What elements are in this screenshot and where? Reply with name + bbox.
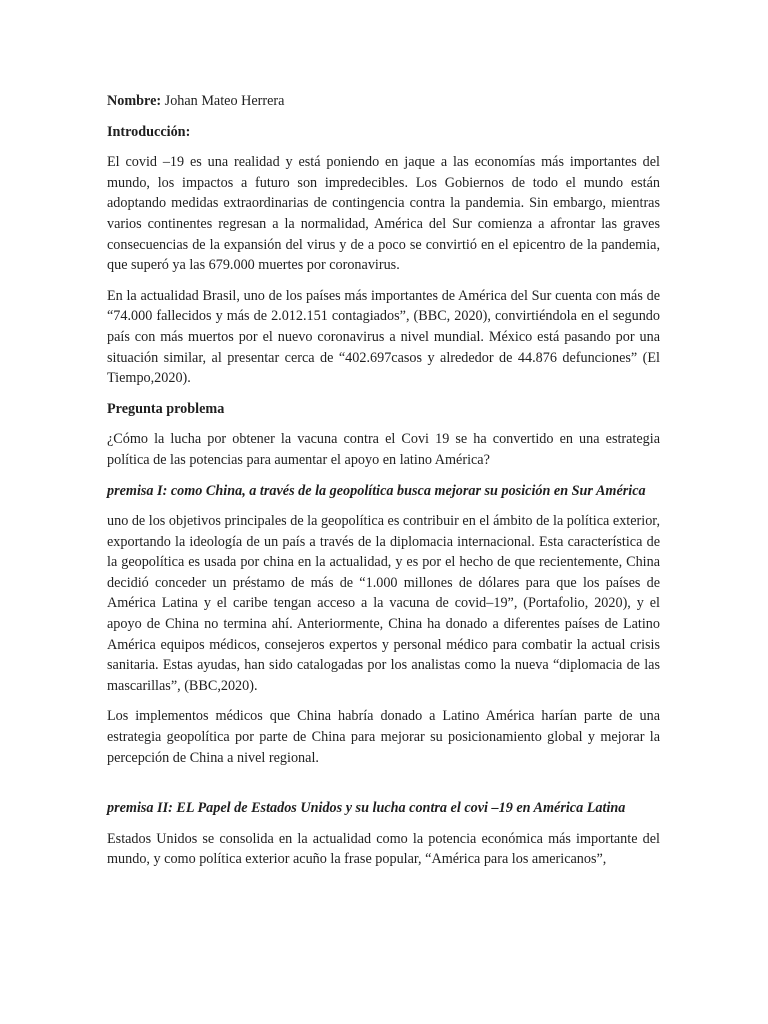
intro-heading: Introducción: [107, 123, 191, 140]
document-page [107, 91, 660, 880]
intro-paragraph-1: El covid –19 es una realidad y está poniendo en jaque a las economías más importantes del mundo, los impactos a futuro son impredecibles. Los Gobiernos de todo el mundo están adoptando medidas extraordinarias de contingencia contra la pandemia. Sin embargo, mientras varios continentes regresan a la normalidad, América del Sur comienza a afrontar las graves consecuencias de la expansión del virus y de a poco se convirtió en el epicentro de la pandemia, que superó ya las 679.000 muertes por coronavirus. [107, 154, 660, 274]
problem-heading: Pregunta problema [107, 400, 225, 417]
intro-paragraph-2: En la actualidad Brasil, uno de los países más importantes de América del Sur cuenta con más de “74.000 fallecidos y más de 2.012.151 contagiados”, (BBC, 2020), convirtiéndola en el segundo país con más muertos por el nuevo coronavirus a nivel mundial. México está pasando por una situación similar, al presentar cerca de “402.697casos y alrededor de 44.876 defunciones” (El Tiempo,2020). [107, 287, 660, 387]
author-line [107, 91, 660, 112]
premise-1-paragraph-1: uno de los objetivos principales de la geopolítica es contribuir en el ámbito de la política exterior, exportando la ideología de un país a través de la diplomacia internacional. Esta característica de la geopolítica es usada por china en la actualidad, y es por el hecho de que recientemente, China decidió conceder un préstamo de más de “1.000 millones de dólares para que los países de América Latina y el caribe tengan acceso a la vacuna de covid–19”, (Portafolio, 2020), y el apoyo de China no termina ahí. Anteriormente, China ha donado a diferentes países de Latino América equipos médicos, consejeros expertos y personal médico para combatir la actual crisis sanitaria. Estas ayudas, han sido catalogadas por los analistas como la nueva “diplomacia de las mascarillas”, (BBC,2020). [107, 513, 660, 694]
premise-1-paragraph-2: Los implementos médicos que China habría donado a Latino América harían parte de una estrategia geopolítica por parte de China para mejorar su posicionamiento global y mejorar la percepción de China a nivel regional. [107, 708, 660, 766]
name-value: Johan Mateo Herrera [161, 93, 285, 109]
premise-2-heading: premisa II: EL Papel de Estados Unidos y su lucha contra el covi –19 en América Latina [107, 800, 626, 817]
premise-2-paragraph-1: Estados Unidos se consolida en la actualidad como la potencia económica más importante del mundo, y como política exterior acuño la frase popular, “América para los americanos”, [107, 830, 660, 868]
premise-1-heading: premisa I: como China, a través de la geopolítica busca mejorar su posición en Sur América [107, 482, 646, 499]
name-label: Nombre: [107, 93, 162, 109]
problem-question: ¿Cómo la lucha por obtener la vacuna contra el Covi 19 se ha convertido en una estrategia política de las potencias para aumentar el apoyo en latino América? [107, 431, 660, 468]
